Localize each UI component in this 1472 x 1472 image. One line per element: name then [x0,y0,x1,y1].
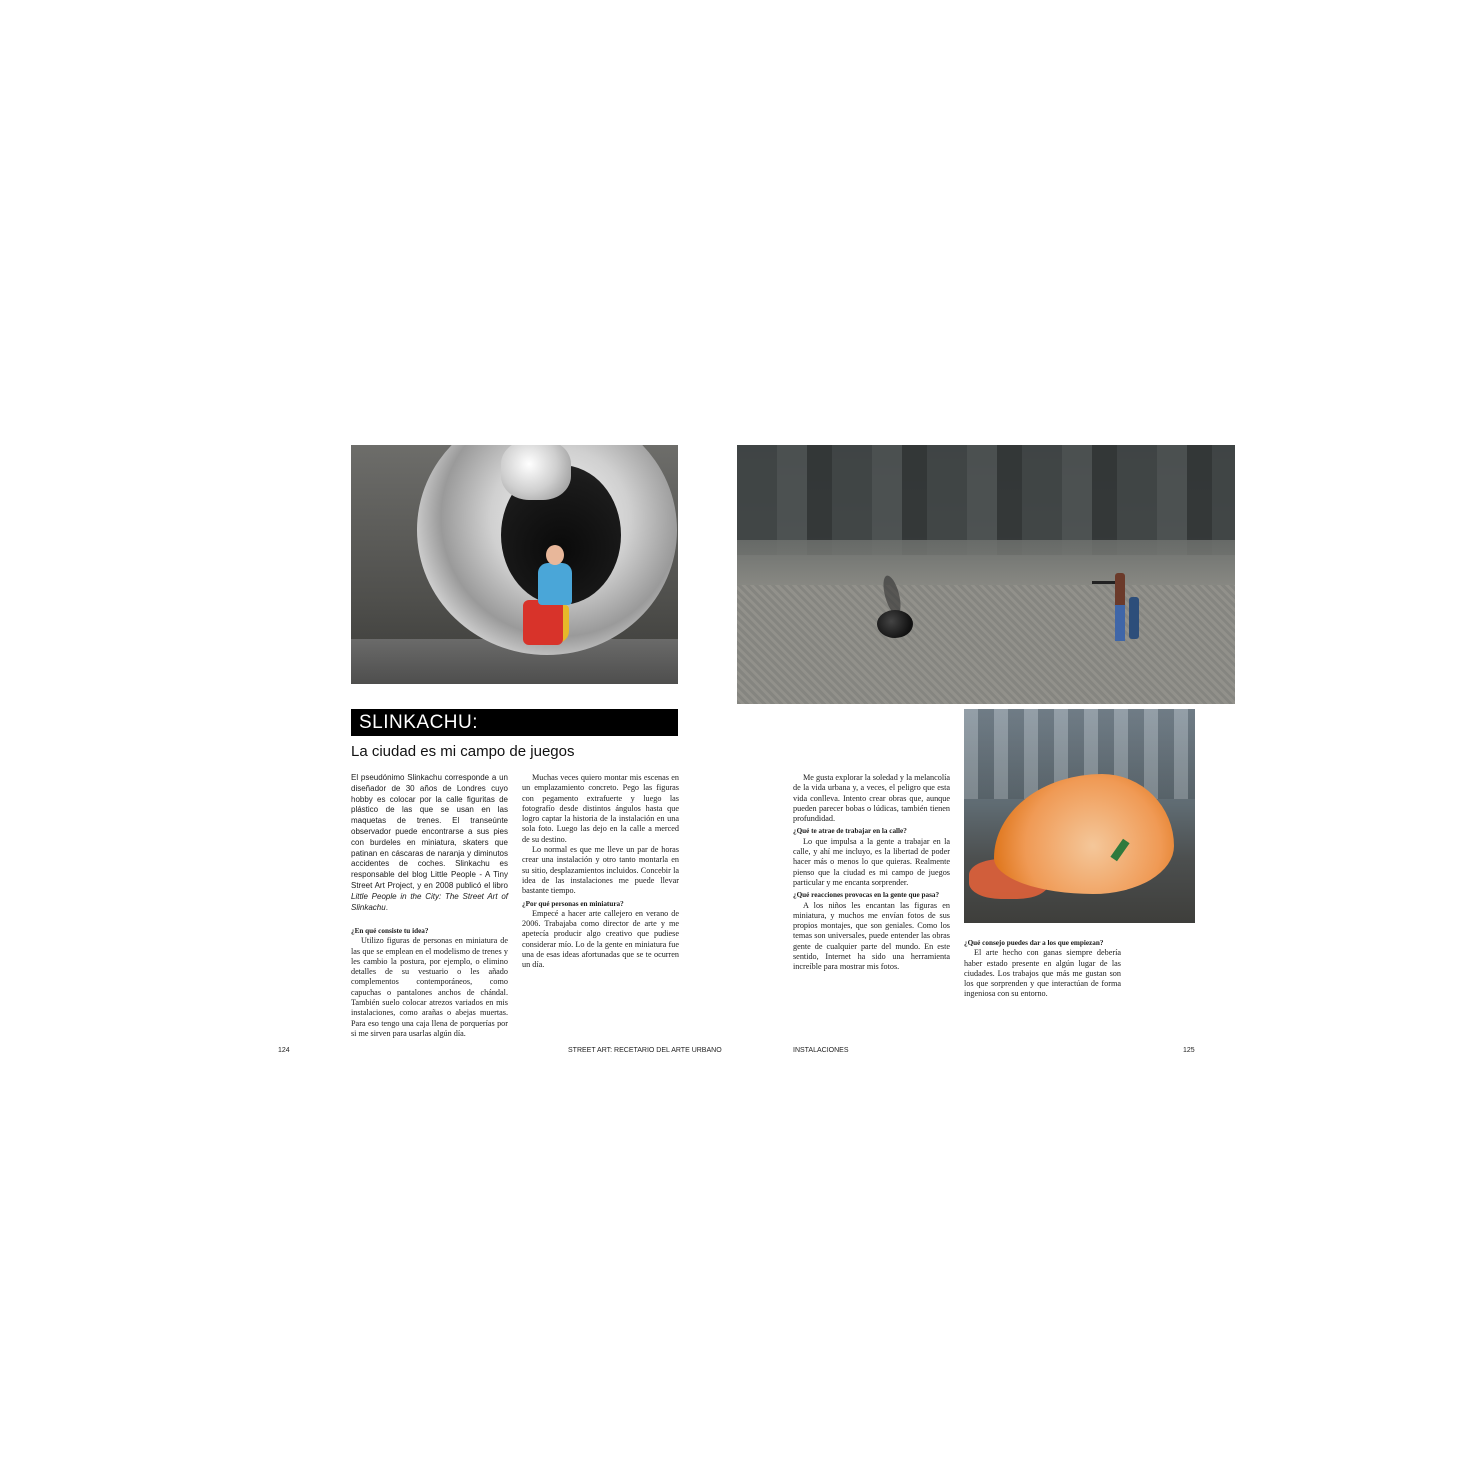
question-5: ¿Qué consejo puedes dar a los que empiezan? [964,939,1104,947]
text-column-3 [793,773,950,973]
text-column-4 [964,936,1121,1000]
answer-4: A los niños les encantan las figuras en miniatura, y muchos me envían fotos de sus propios montajes, que son geniales. Como los temas son universales, puede entender las obras gente de cualquier parte del mundo. En este sentido, Internet ha sido una herramienta increíble para mostrar mis fotos. [793,900,950,972]
answer-1-paragraph-2: Muchas veces quiero montar mis escenas en un emplazamiento concreto. Pego las figuras con pegamento extrafuerte y luego las fotografío desde distintos ángulos hasta que logro captar la historia de la instalación en una sola foto. Luego las dejo en la calle a merced de su destino. [522,773,679,844]
article-title: SLINKACHU: [359,712,479,733]
photo-superhero-on-can-tab [351,445,678,684]
text-column-2 [522,773,679,971]
article-intro [351,773,508,913]
intro-end: . [385,902,388,912]
running-head-right: INSTALACIONES [793,1047,849,1054]
question-1: ¿En qué consiste tu idea? [351,927,429,935]
photo-orange-peel-climber [964,709,1195,923]
page-number-right: 125 [1183,1047,1195,1054]
question-3: ¿Qué te atrae de trabajar en la calle? [793,827,907,836]
page-number-left: 124 [278,1047,290,1054]
photo-hunter-and-bee [737,445,1235,704]
running-head-left: STREET ART: RECETARIO DEL ARTE URBANO [568,1047,722,1054]
article-subtitle: La ciudad es mi campo de juegos [351,743,575,760]
answer-2-continued: Me gusta explorar la soledad y la melancolía de la vida urbana y, a veces, el peligro que esta vida conlleva. Intento crear obras que, aunque pueden parecer bobas o lúdicas, también tienen profundidad. [793,773,950,824]
text-column-1 [351,924,508,1039]
answer-2: Empecé a hacer arte callejero en verano de 2006. Trabajaba como director de arte y me apetecía producir algo creativo que pudiese considerar mío. Lo de la gente en miniatura fue una de esas ideas afortunadas que se te ocurren un día. [522,908,679,970]
intro-text: El pseudónimo Slinkachu corresponde a un diseñador de 30 años de Londres cuyo hobby es colocar por la calle figuritas de plástico de las que se usan en las maquetas de trenes. El transeúnte observador puede encontrarse a sus pies con burdeles en miniatura, skaters que patinan en cáscaras de naranja y diminutos accidentes de coches. Slinkachu es responsable del blog Little People - A Tiny Street Art Project, y en 2008 publicó el libro [351,773,508,890]
book-title: Little People in the City: The Street Art of Slinkachu [351,891,508,912]
answer-1-paragraph-1: Utilizo figuras de personas en miniatura de las que se emplean en el modelismo de trenes y les cambio la postura, por ejemplo, o elimino detalles de su vestuario o les añado complementos contemporáneos, como capuchas o pantalones anchos de chándal. También suelo colocar atrezos variados en mis instalaciones, como arañas o abejas muertas. Para eso tengo una caja llena de porquerías por si me sirven para usarlas algún día. [351,936,508,1038]
answer-5: El arte hecho con ganas siempre debería haber estado presente en algún lugar de las ciudades. Los trabajos que más me gustan son los que sorprenden y que interactúan de forma ingeniosa con su entorno. [964,948,1121,999]
question-2: ¿Por qué personas en miniatura? [522,899,624,908]
answer-3: Lo que impulsa a la gente a trabajar en la calle, y ahí me incluyo, es la libertad de poder hacer más o menos lo que quieras. Realmente pienso que la ciudad es mi campo de juegos particular y me encanta sorprender. [793,836,950,887]
answer-1-paragraph-3: Lo normal es que me lleve un par de horas crear una instalación y otro tanto montarla en su sitio, desplazamientos incluidos. Concebir la idea de las instalaciones me puede llevar bastante tiempo. [522,845,679,896]
question-4: ¿Qué reacciones provocas en la gente que pasa? [793,891,940,900]
